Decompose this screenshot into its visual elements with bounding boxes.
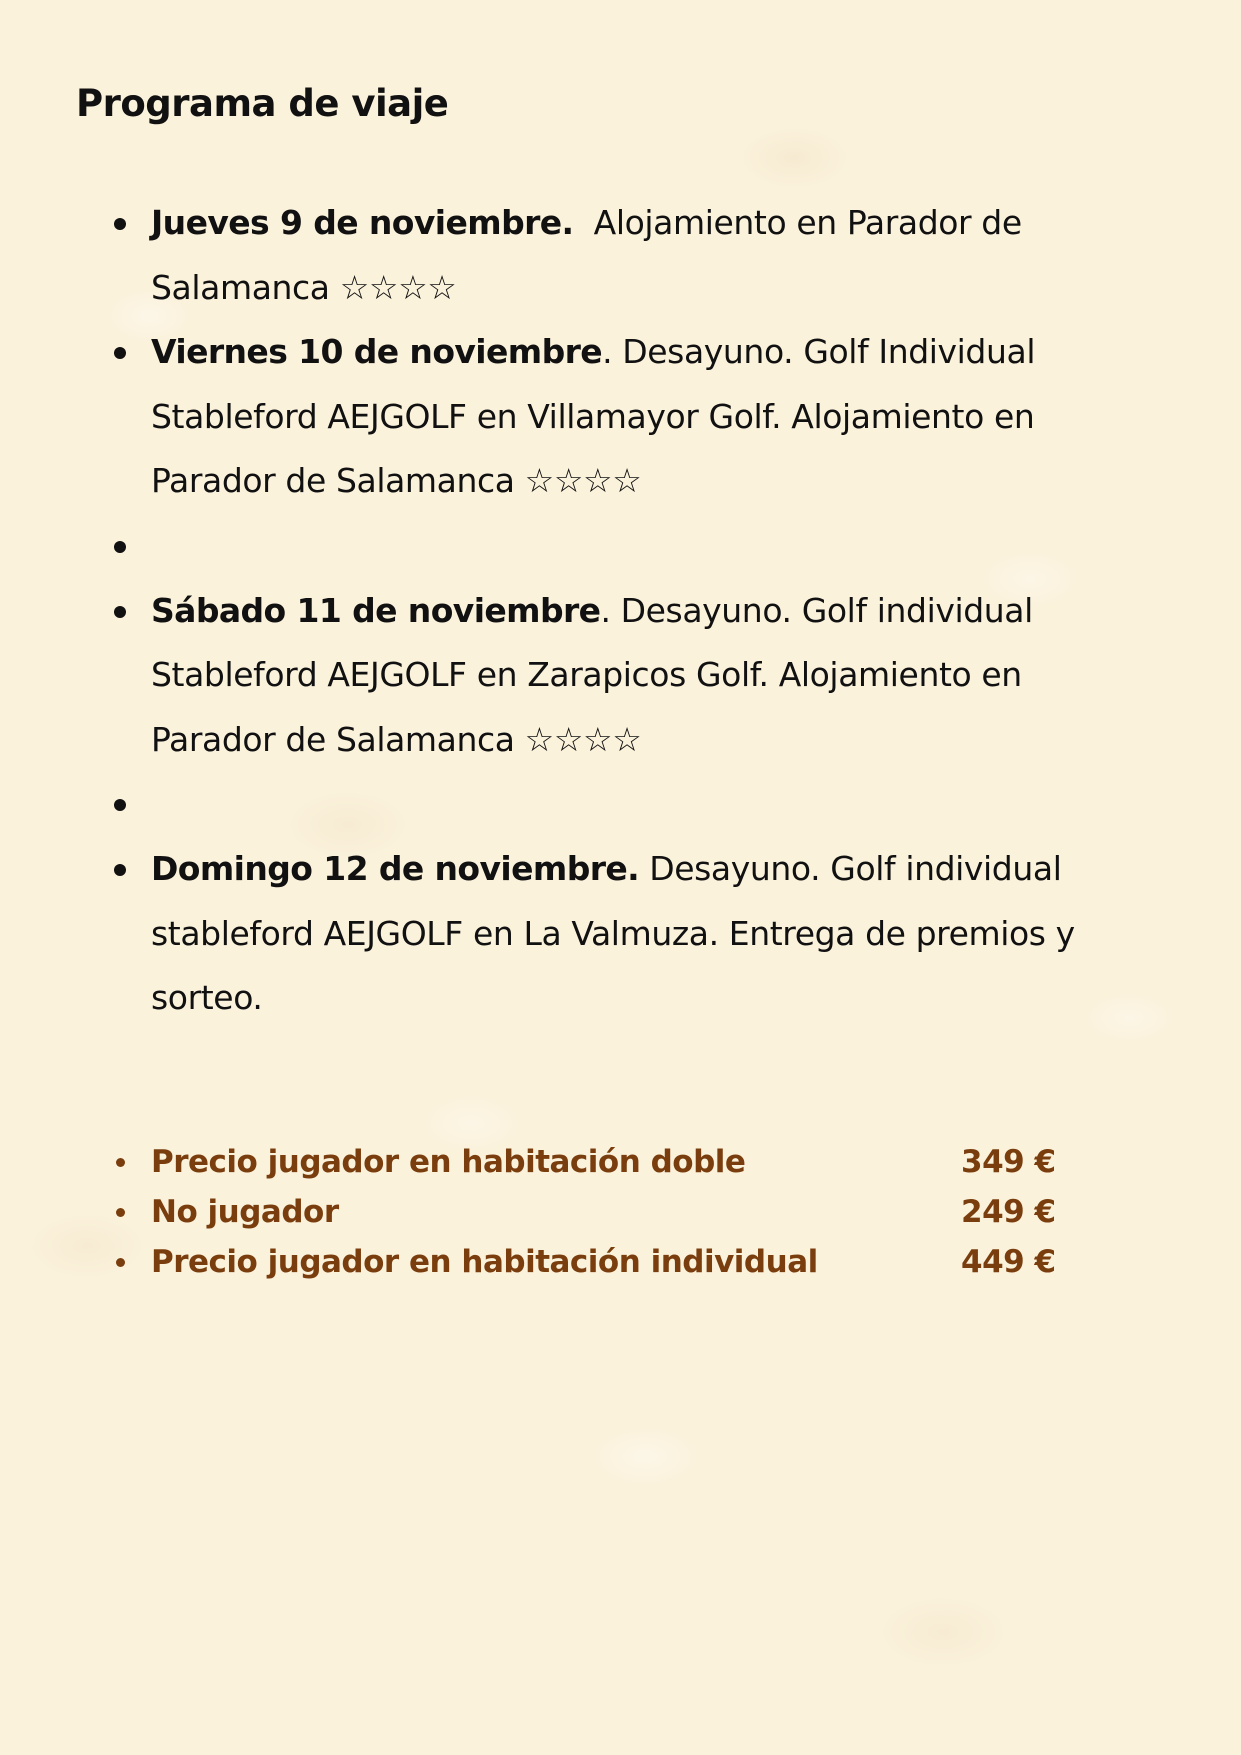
bullet-icon [114,799,126,811]
price-label: No jugador [151,1194,339,1230]
itinerary-item-empty [112,514,1152,579]
itinerary-text: Desayuno. Golf individual stableford AEJGOLF en La Valmuza. Entrega de premios y sorteo. [151,848,1075,1018]
itinerary-item-friday [112,320,1152,514]
price-row-player-single [112,1237,1072,1287]
page-title: Programa de viaje [76,82,449,125]
bullet-icon [116,1208,125,1217]
itinerary-day: Sábado 11 de noviembre [151,590,601,630]
itinerary-text: . Desayuno. Golf Individual Stableford AEJGOLF en Villamayor Golf. Alojamiento en Parador de Salamanca ☆☆☆☆ [151,332,1036,501]
bullet-icon [114,347,126,359]
price-label: Precio jugador en habitación doble [151,1144,746,1180]
itinerary-text: . Desayuno. Golf individual Stableford AEJGOLF en Zarapicos Golf. Alojamiento en Parador de Salamanca ☆☆☆☆ [151,590,1033,759]
bullet-icon [116,1258,125,1267]
bullet-icon [114,606,126,618]
bullet-icon [114,541,126,553]
price-label: Precio jugador en habitación individual [151,1244,818,1280]
bullet-icon [114,864,126,876]
itinerary-text: Alojamiento en Parador de Salamanca ☆☆☆☆ [151,203,1032,307]
itinerary-item-thursday [112,191,1152,320]
itinerary-item-empty [112,772,1152,837]
itinerary-day: Viernes 10 de noviembre [151,332,603,372]
itinerary-item-saturday [112,579,1152,773]
price-row-player-double [112,1137,1072,1187]
price-value: 249 € [961,1194,1056,1230]
bullet-icon [116,1158,125,1167]
price-row-non-player [112,1187,1072,1237]
itinerary-day: Domingo 12 de noviembre. [151,848,640,888]
bullet-icon [114,218,126,230]
itinerary-day: Jueves 9 de noviembre. [151,203,574,242]
price-list [112,1137,1072,1287]
itinerary-item-sunday [112,837,1152,1031]
price-value: 449 € [961,1244,1056,1280]
price-value: 349 € [961,1144,1056,1180]
itinerary-list [112,191,1152,1031]
